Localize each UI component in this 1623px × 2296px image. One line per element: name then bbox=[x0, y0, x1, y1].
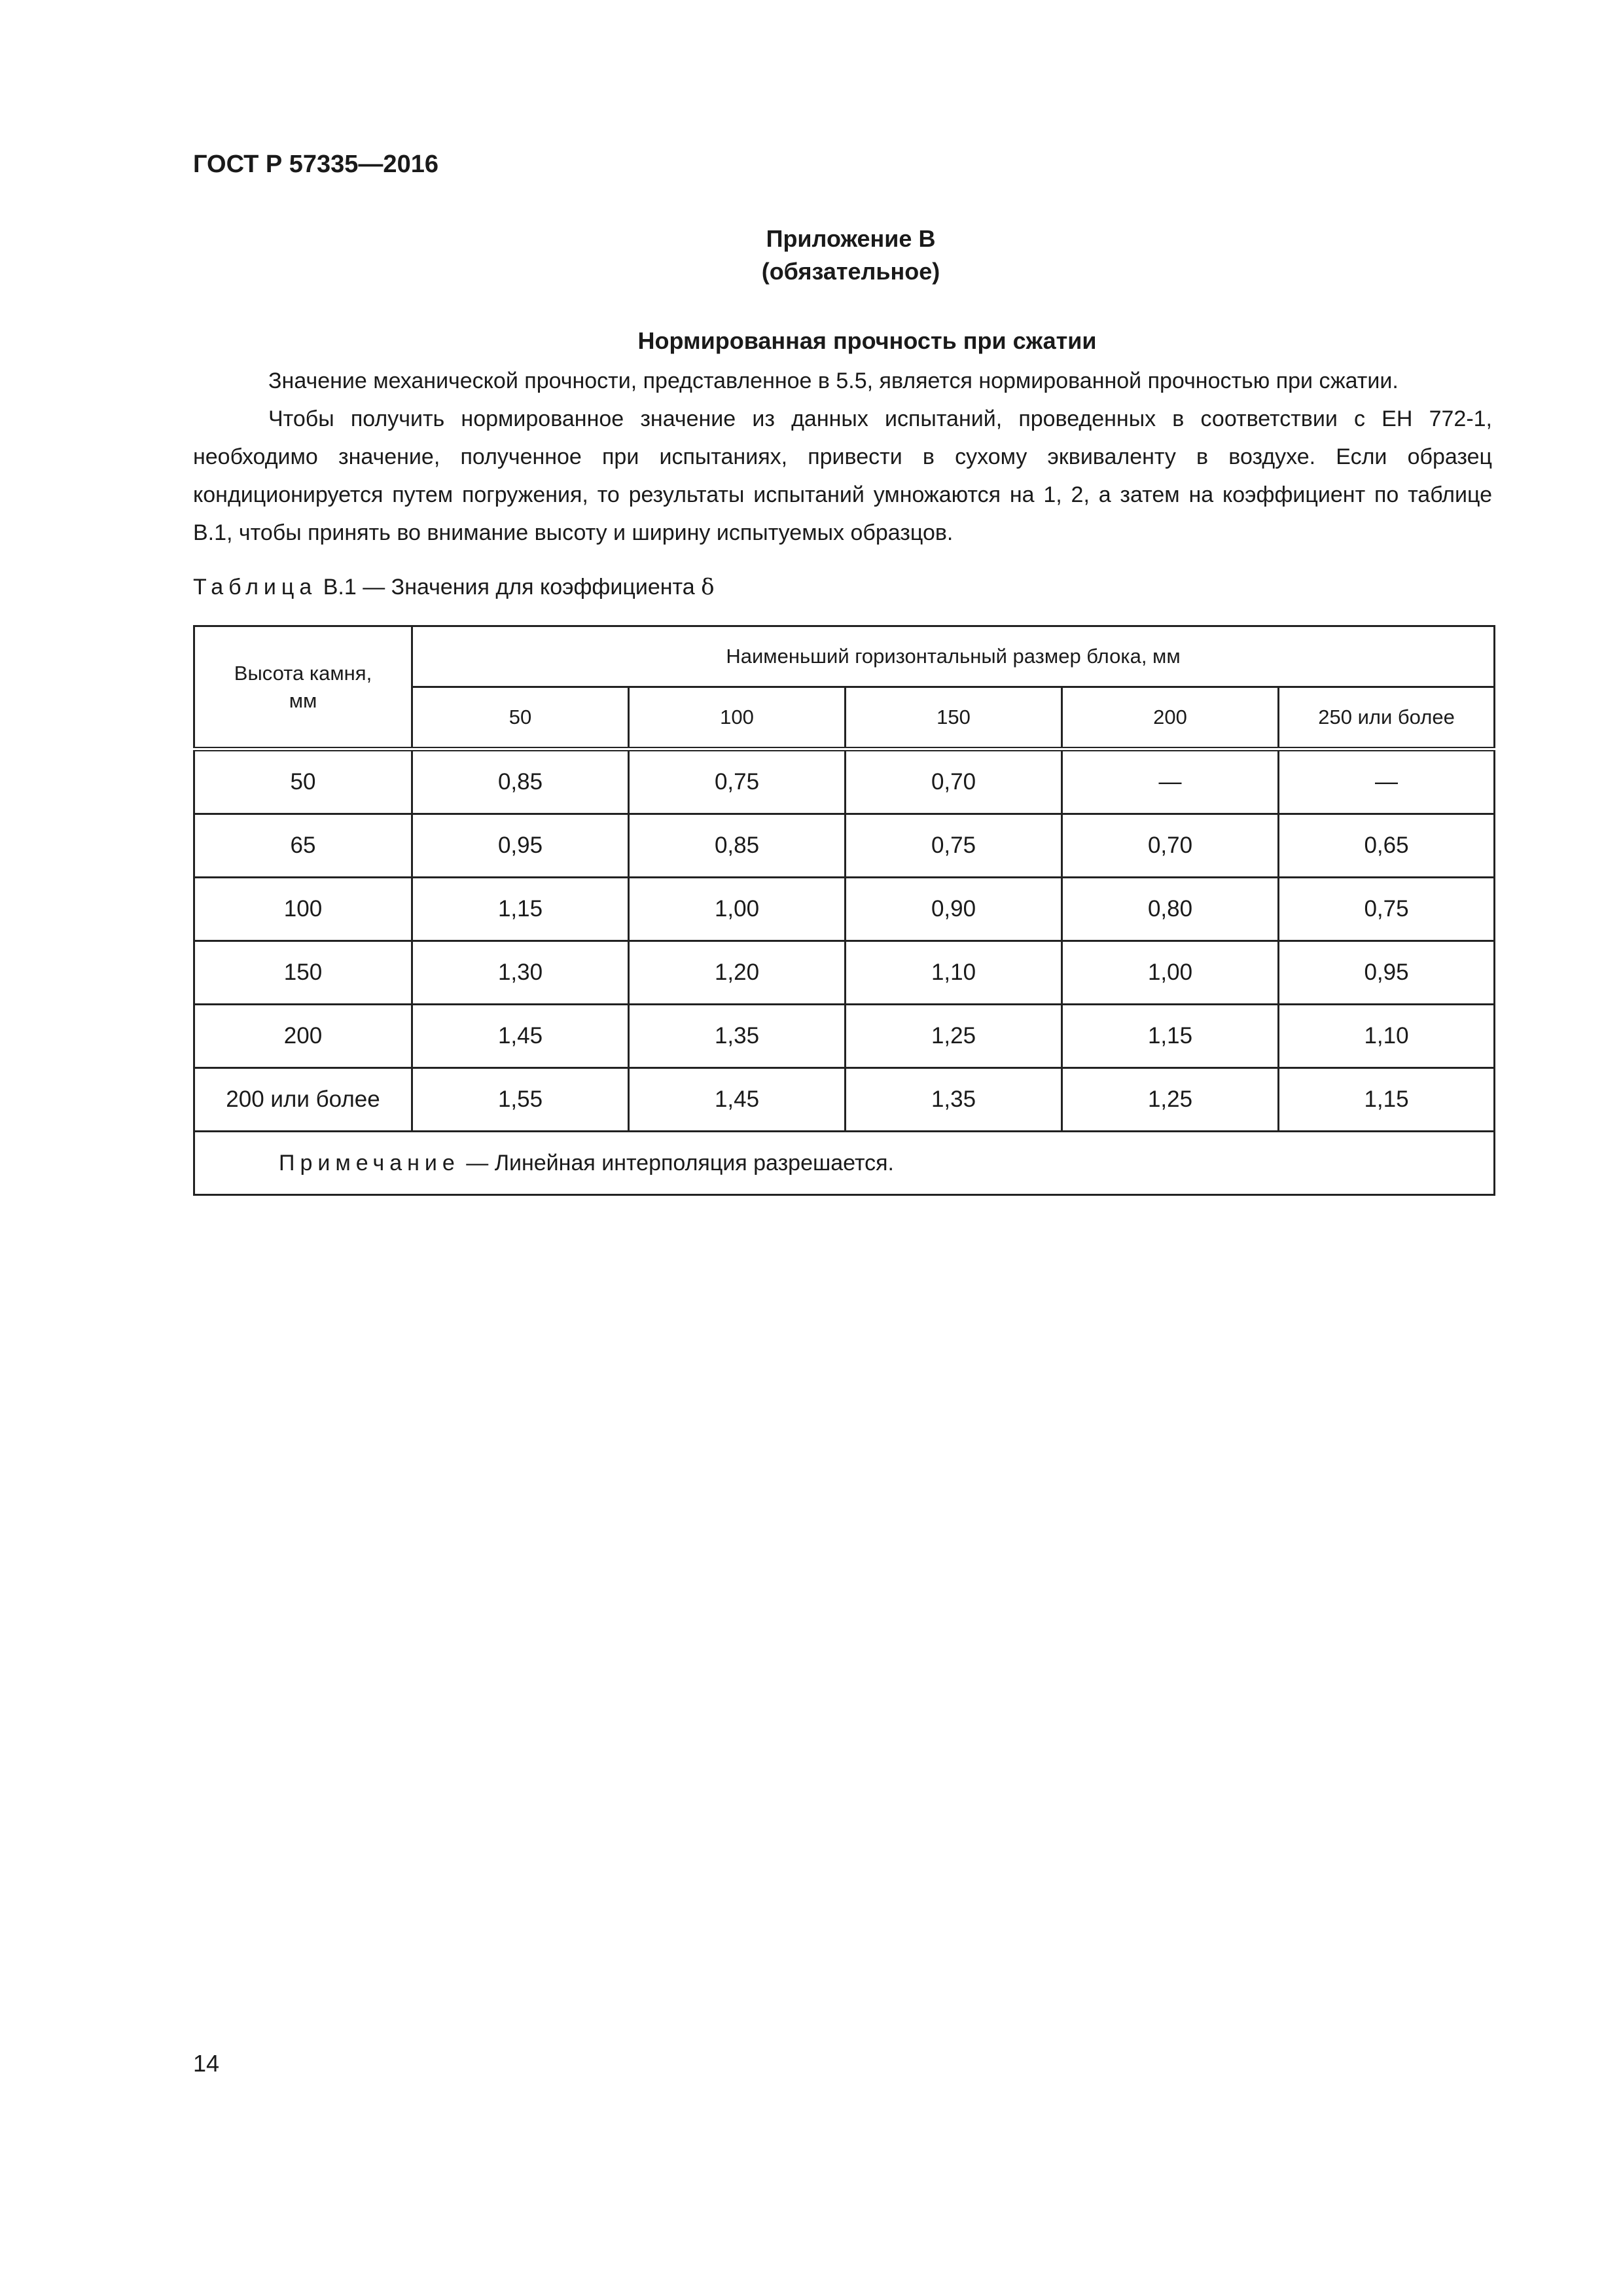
value-cell: 1,35 bbox=[629, 1005, 846, 1068]
document-code: ГОСТ Р 57335—2016 bbox=[193, 151, 438, 178]
value-cell: 1,15 bbox=[1062, 1005, 1279, 1068]
table-row bbox=[194, 878, 1495, 941]
row-height-cell: 65 bbox=[194, 814, 412, 878]
value-cell: 1,10 bbox=[1279, 1005, 1495, 1068]
appendix-name: Приложение В bbox=[766, 225, 936, 252]
value-cell: 0,95 bbox=[1279, 941, 1495, 1005]
value-cell: 1,25 bbox=[1062, 1068, 1279, 1132]
value-cell: 1,35 bbox=[846, 1068, 1062, 1132]
column-header: 200 bbox=[1062, 687, 1279, 749]
value-cell: 0,75 bbox=[846, 814, 1062, 878]
row-height-cell: 100 bbox=[194, 878, 412, 941]
table-row bbox=[194, 1068, 1495, 1132]
value-cell: 1,15 bbox=[1279, 1068, 1495, 1132]
value-cell: 0,70 bbox=[846, 749, 1062, 814]
value-cell: 0,65 bbox=[1279, 814, 1495, 878]
table-note bbox=[194, 1132, 1495, 1195]
table-caption bbox=[193, 574, 715, 600]
value-cell: 0,95 bbox=[412, 814, 629, 878]
table-caption-symbol: δ bbox=[701, 574, 715, 600]
value-cell: 0,70 bbox=[1062, 814, 1279, 878]
row-height-cell: 200 или более bbox=[194, 1068, 412, 1132]
value-cell: 0,75 bbox=[629, 749, 846, 814]
value-cell: — bbox=[1062, 749, 1279, 814]
appendix-status: (обязательное) bbox=[761, 258, 940, 285]
value-cell: 1,00 bbox=[1062, 941, 1279, 1005]
paragraph-1: Значение механической прочности, представленное в 5.5, является нормированной прочностью при сжатии. bbox=[268, 368, 1399, 393]
value-cell: 0,85 bbox=[412, 749, 629, 814]
value-cell: 1,20 bbox=[629, 941, 846, 1005]
paragraph-2: Чтобы получить нормированное значение из данных испытаний, проведенных в соответствии с ЕН 772-1, необходимо значение, полученное при испытаниях, привести в сухому эквиваленту в воздухе. Если образец кондиционируется путем погружения, то результаты испытаний умножаются на 1, 2, а затем на коэффициент по таблице В.1, чтобы принять во внимание высоту и ширину испытуемых образцов. bbox=[193, 406, 1492, 545]
value-cell: 1,45 bbox=[412, 1005, 629, 1068]
value-cell: 1,25 bbox=[846, 1005, 1062, 1068]
table-row bbox=[194, 941, 1495, 1005]
value-cell: 1,15 bbox=[412, 878, 629, 941]
note-text: — Линейная интерполяция разрешается. bbox=[459, 1150, 894, 1175]
row-height-cell: 150 bbox=[194, 941, 412, 1005]
value-cell: 0,80 bbox=[1062, 878, 1279, 941]
row-height-cell: 50 bbox=[194, 749, 412, 814]
column-header: 100 bbox=[629, 687, 846, 749]
value-cell: 1,45 bbox=[629, 1068, 846, 1132]
table-note-row bbox=[194, 1132, 1495, 1195]
row-header-text: Высота камня, мм bbox=[234, 661, 372, 712]
table-row bbox=[194, 1005, 1495, 1068]
note-label: Примечание bbox=[279, 1150, 460, 1175]
value-cell: 1,55 bbox=[412, 1068, 629, 1132]
group-header-cell: Наименьший горизонтальный размер блока, мм bbox=[412, 626, 1495, 687]
value-cell: 0,85 bbox=[629, 814, 846, 878]
table-row bbox=[194, 814, 1495, 878]
value-cell: 0,75 bbox=[1279, 878, 1495, 941]
value-cell: 1,10 bbox=[846, 941, 1062, 1005]
page-number: 14 bbox=[193, 2050, 220, 2077]
column-header: 250 или более bbox=[1279, 687, 1495, 749]
value-cell: 1,00 bbox=[629, 878, 846, 941]
value-cell: 0,90 bbox=[846, 878, 1062, 941]
table-row bbox=[194, 749, 1495, 814]
table-caption-label: Таблица bbox=[193, 575, 317, 600]
coefficient-table bbox=[193, 625, 1495, 1196]
table-caption-text: В.1 — Значения для коэффициента bbox=[317, 575, 702, 600]
value-cell: — bbox=[1279, 749, 1495, 814]
value-cell: 1,30 bbox=[412, 941, 629, 1005]
section-title: Нормированная прочность при сжатии bbox=[637, 327, 1097, 354]
row-height-cell: 200 bbox=[194, 1005, 412, 1068]
column-header: 150 bbox=[846, 687, 1062, 749]
column-header: 50 bbox=[412, 687, 629, 749]
row-header-cell bbox=[194, 626, 412, 749]
